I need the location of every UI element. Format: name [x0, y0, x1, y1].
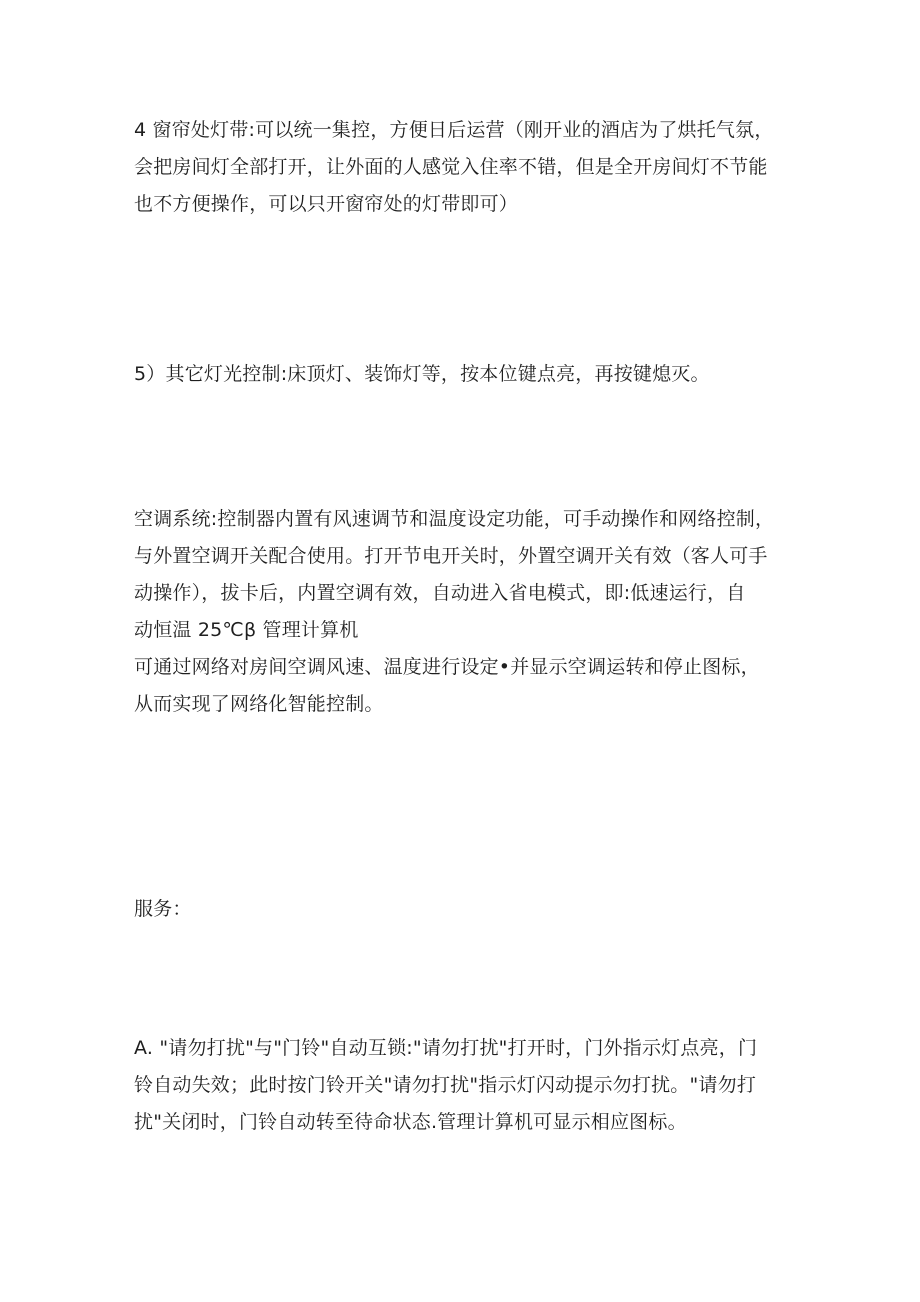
text-line: A. "请勿打扰"与"门铃"自动互锁:"请勿打扰"打开时，门外指示灯点亮，门: [134, 1037, 758, 1059]
text-line: 动恒温 25℃β 管理计算机: [134, 619, 359, 641]
text-line: 铃自动失效；此时按门铃开关"请勿打扰"指示灯闪动提示勿打扰。"请勿打: [134, 1074, 757, 1096]
text-line: 与外置空调开关配合使用。打开节电开关时，外置空调开关有效（客人可手: [134, 545, 768, 567]
text-line: 可通过网络对房间空调风速、温度进行设定•并显示空调运转和停止图标，: [134, 656, 760, 678]
text-line: 4 窗帘处灯带:可以统一集控，方便日后运营（刚开业的酒店为了烘托气氛，: [134, 119, 774, 141]
text-line: 扰"关闭时，门铃自动转至待命状态.管理计算机可显示相应图标。: [134, 1111, 687, 1133]
text-line: 空调系统:控制器内置有风速调节和温度设定功能，可手动操作和网络控制，: [134, 508, 775, 530]
text-line: 5）其它灯光控制:床顶灯、装饰灯等，按本位键点亮，再按键熄灭。: [134, 363, 710, 385]
heading-service: [134, 891, 794, 928]
paragraph-air-conditioning: [134, 501, 794, 723]
text-line: 从而实现了网络化智能控制。: [134, 693, 384, 715]
text-line: 动操作），拔卡后，内置空调有效，自动进入省电模式，即:低速运行，自: [134, 582, 746, 604]
text-line: 服务：: [134, 898, 192, 920]
text-line: 会把房间灯全部打开，让外面的人感觉入住率不错，但是全开房间灯不节能: [134, 156, 768, 178]
text-line: 也不方便操作，可以只开窗帘处的灯带即可）: [134, 193, 519, 215]
paragraph-do-not-disturb: [134, 1030, 794, 1141]
paragraph-other-lights: [134, 356, 794, 393]
paragraph-curtain-light: [134, 112, 794, 223]
